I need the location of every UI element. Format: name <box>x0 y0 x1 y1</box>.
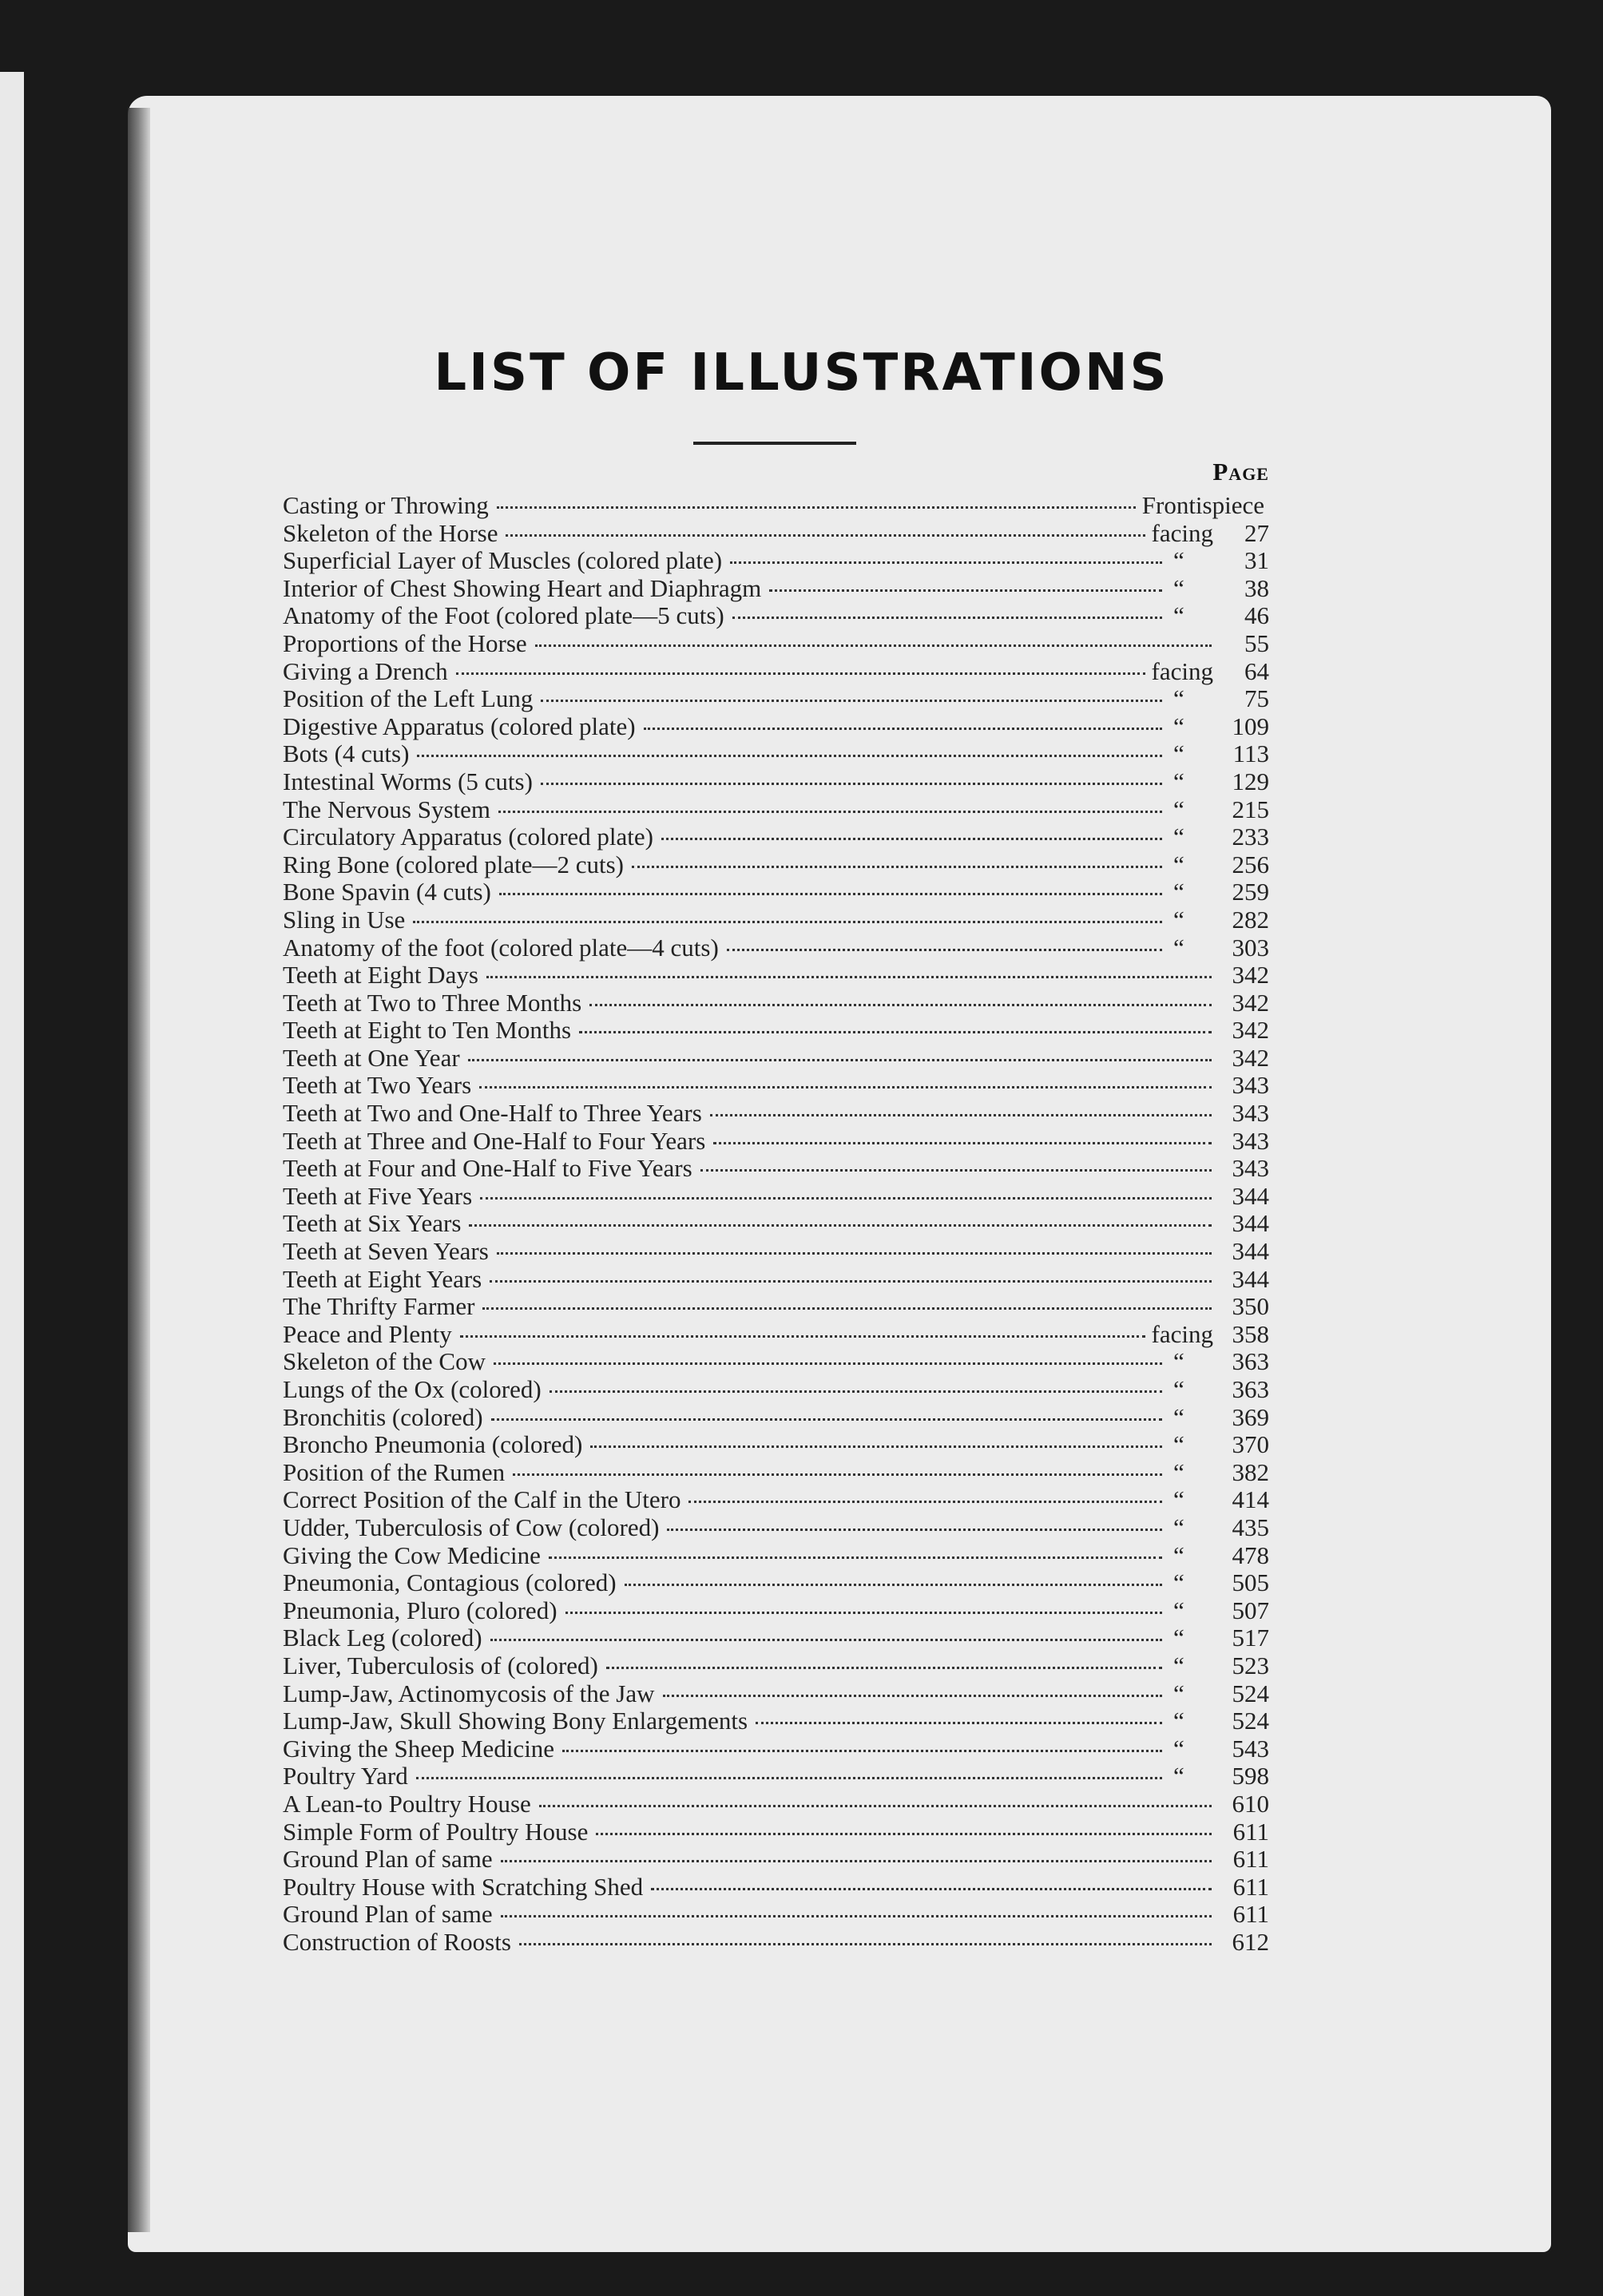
dot-leader <box>710 1114 1212 1116</box>
dot-leader <box>541 783 1162 785</box>
entry-page-number: 611 <box>1232 1817 1269 1846</box>
entry-label: Udder, Tuberculosis of Cow (colored) <box>283 1513 660 1541</box>
dot-leader <box>456 672 1145 675</box>
dot-leader <box>596 1833 1212 1835</box>
list-item <box>283 962 1269 989</box>
entry-label: Ring Bone (colored plate—2 cuts) <box>283 850 625 878</box>
entry-label: Poultry Yard <box>283 1762 408 1790</box>
entry-page-number: 611 <box>1232 1872 1269 1901</box>
entry-ditto-mark: “ <box>1173 1568 1184 1597</box>
page-title: LIST OF ILLUSTRATIONS <box>434 343 1169 402</box>
entry-ditto-mark: “ <box>1173 795 1184 823</box>
dot-leader <box>579 1031 1212 1033</box>
list-item <box>283 1542 1269 1570</box>
dot-leader <box>541 700 1162 702</box>
entry-label: Lump-Jaw, Actinomycosis of the Jaw <box>283 1679 655 1707</box>
entry-page-number: 31 <box>1244 546 1269 575</box>
dot-leader <box>497 1252 1212 1255</box>
entry-page-number: 75 <box>1244 684 1269 713</box>
list-item <box>283 1045 1269 1073</box>
entry-label: Casting or Throwing <box>283 491 489 519</box>
entry-label: Proportions of the Horse <box>283 629 527 657</box>
list-item <box>283 1486 1269 1514</box>
list-item <box>283 1763 1269 1790</box>
entry-label: Position of the Left Lung <box>283 684 534 713</box>
dot-leader <box>539 1805 1212 1807</box>
entry-label: Lungs of the Ox (colored) <box>283 1375 542 1403</box>
list-item <box>283 1735 1269 1763</box>
entry-label: Teeth at Four and One-Half to Five Years <box>283 1154 692 1183</box>
entry-ditto-mark: “ <box>1173 823 1184 851</box>
entry-label: Anatomy of the foot (colored plate—4 cuts) <box>283 933 719 962</box>
list-item <box>283 1017 1269 1045</box>
dot-leader <box>661 838 1162 840</box>
dot-leader <box>700 1169 1212 1172</box>
entry-ditto-mark: “ <box>1173 1402 1184 1431</box>
entry-ditto-mark: “ <box>1173 1707 1184 1735</box>
entry-page-number: 259 <box>1232 878 1269 906</box>
entry-label: The Nervous System <box>283 795 491 823</box>
entry-ditto-mark: “ <box>1173 1596 1184 1624</box>
dot-leader <box>565 1612 1162 1614</box>
entry-label: Ground Plan of same <box>283 1845 493 1874</box>
dot-leader <box>501 1860 1212 1862</box>
dot-leader <box>482 1307 1212 1310</box>
dot-leader <box>535 644 1212 647</box>
entry-page-number: 517 <box>1232 1624 1269 1652</box>
list-item <box>283 796 1269 824</box>
list-item <box>283 1624 1269 1652</box>
list-item <box>283 492 1269 520</box>
entry-label: Anatomy of the Foot (colored plate—5 cuts) <box>283 601 724 630</box>
entry-ditto-mark: “ <box>1173 712 1184 740</box>
dot-leader <box>632 866 1162 868</box>
list-item <box>283 1707 1269 1735</box>
entry-page-number: 507 <box>1232 1596 1269 1624</box>
entry-label: Teeth at One Year <box>283 1043 460 1072</box>
entry-facing: facing <box>1151 1319 1213 1348</box>
entry-label: Superficial Layer of Muscles (colored plate) <box>283 546 723 575</box>
entry-page-number: 370 <box>1232 1430 1269 1459</box>
entry-label: Broncho Pneumonia (colored) <box>283 1430 583 1459</box>
list-item <box>283 1514 1269 1542</box>
list-item <box>283 1680 1269 1708</box>
list-item <box>283 1100 1269 1128</box>
entry-label: Teeth at Two and One-Half to Three Years <box>283 1099 702 1128</box>
entry-label: Ground Plan of same <box>283 1900 493 1929</box>
entry-ditto-mark: “ <box>1173 740 1184 768</box>
entry-ditto-mark: “ <box>1173 1430 1184 1459</box>
dot-leader <box>727 949 1162 951</box>
list-item <box>283 1569 1269 1597</box>
entry-ditto-mark: “ <box>1173 1513 1184 1541</box>
entry-label: Skeleton of the Cow <box>283 1347 486 1376</box>
entry-label: Correct Position of the Calf in the Utero <box>283 1485 681 1514</box>
list-item <box>283 1846 1269 1874</box>
entry-ditto-mark: “ <box>1173 1347 1184 1376</box>
dot-leader <box>663 1695 1163 1697</box>
entry-label: Black Leg (colored) <box>283 1624 482 1652</box>
dot-leader <box>730 561 1162 564</box>
dot-leader <box>490 1280 1212 1283</box>
adjacent-page-edge <box>0 72 24 2296</box>
list-item <box>283 1929 1269 1957</box>
list-item <box>283 1128 1269 1156</box>
dot-leader <box>469 1224 1212 1227</box>
dot-leader <box>468 1059 1212 1061</box>
dot-leader <box>491 1418 1162 1421</box>
entry-ditto-mark: “ <box>1173 1651 1184 1679</box>
entry-label: Position of the Rumen <box>283 1457 506 1486</box>
list-item <box>283 1597 1269 1625</box>
entry-page-number: 414 <box>1232 1485 1269 1514</box>
list-item <box>283 1072 1269 1100</box>
entry-page-number: 543 <box>1232 1734 1269 1763</box>
entry-label: Teeth at Six Years <box>283 1209 462 1238</box>
dot-leader <box>756 1722 1162 1724</box>
list-item <box>283 1901 1269 1929</box>
list-item <box>283 768 1269 796</box>
entry-ditto-mark: “ <box>1173 905 1184 934</box>
entry-page-number: 343 <box>1232 1071 1269 1100</box>
dot-leader <box>769 589 1162 592</box>
entry-page-number: 342 <box>1232 1043 1269 1072</box>
list-item <box>283 989 1269 1017</box>
entry-page-number: 363 <box>1232 1375 1269 1403</box>
entry-label: Skeleton of the Horse <box>283 518 498 547</box>
entry-ditto-mark: “ <box>1173 878 1184 906</box>
dot-leader <box>497 506 1136 509</box>
entry-page-number: 343 <box>1232 1154 1269 1183</box>
entry-page-number: 344 <box>1232 1181 1269 1210</box>
entry-label: Simple Form of Poultry House <box>283 1817 589 1846</box>
dot-leader <box>549 1556 1162 1559</box>
list-item <box>283 630 1269 658</box>
entry-page-number: 64 <box>1244 656 1269 685</box>
entry-label: Sling in Use <box>283 905 406 934</box>
entry-facing: facing <box>1151 518 1213 547</box>
entry-ditto-mark: “ <box>1173 1457 1184 1486</box>
list-item <box>283 1321 1269 1349</box>
dot-leader <box>606 1667 1162 1669</box>
dot-leader <box>494 1362 1162 1365</box>
dot-leader <box>550 1390 1162 1393</box>
entry-page-number: 344 <box>1232 1209 1269 1238</box>
entry-label: Liver, Tuberculosis of (colored) <box>283 1651 598 1679</box>
entry-page-number: 611 <box>1232 1900 1269 1929</box>
entry-page-number: 369 <box>1232 1402 1269 1431</box>
entry-label: Teeth at Eight Years <box>283 1264 482 1293</box>
entry-page-number: 113 <box>1232 740 1269 768</box>
entry-page-number: 598 <box>1232 1762 1269 1790</box>
entry-label: Interior of Chest Showing Heart and Diaphragm <box>283 573 762 602</box>
entry-facing: facing <box>1151 656 1213 685</box>
list-item <box>283 934 1269 962</box>
dot-leader <box>490 1639 1162 1641</box>
list-item <box>283 740 1269 768</box>
list-item <box>283 906 1269 934</box>
entry-ditto-mark: “ <box>1173 573 1184 602</box>
list-item <box>283 602 1269 630</box>
dot-leader <box>479 1086 1212 1089</box>
dot-leader <box>499 893 1162 895</box>
entry-page-number: 505 <box>1232 1568 1269 1597</box>
dot-leader <box>416 1777 1162 1779</box>
list-item <box>283 575 1269 603</box>
entry-label: Bone Spavin (4 cuts) <box>283 878 491 906</box>
dot-leader <box>590 1445 1162 1448</box>
entry-label: Poultry House with Scratching Shed <box>283 1872 644 1901</box>
entry-label: Lump-Jaw, Skull Showing Bony Enlargements <box>283 1707 748 1735</box>
list-item <box>283 1431 1269 1459</box>
list-item <box>283 1874 1269 1901</box>
list-item <box>283 1266 1269 1294</box>
entry-page-number: 524 <box>1232 1707 1269 1735</box>
dot-leader <box>498 811 1162 813</box>
dot-leader <box>513 1473 1162 1476</box>
entry-page-number: 342 <box>1232 1016 1269 1045</box>
entry-label: Teeth at Three and One-Half to Four Years <box>283 1126 706 1155</box>
dot-leader <box>562 1750 1162 1752</box>
entry-label: Bots (4 cuts) <box>283 740 410 768</box>
entry-page-number: 282 <box>1232 905 1269 934</box>
entry-label: Pneumonia, Pluro (colored) <box>283 1596 557 1624</box>
entry-ditto-mark: “ <box>1173 546 1184 575</box>
dot-leader <box>519 1943 1212 1945</box>
list-item <box>283 851 1269 879</box>
entry-ditto-mark: “ <box>1173 1624 1184 1652</box>
list-item <box>283 547 1269 575</box>
dot-leader <box>501 1915 1212 1917</box>
entry-page-number: 46 <box>1244 601 1269 630</box>
list-item <box>283 1155 1269 1183</box>
list-item <box>283 823 1269 851</box>
list-item <box>283 520 1269 548</box>
entry-label: Digestive Apparatus (colored plate) <box>283 712 636 740</box>
entry-label: Bronchitis (colored) <box>283 1402 483 1431</box>
list-item <box>283 1376 1269 1404</box>
entry-page-number: 358 <box>1232 1319 1269 1348</box>
entry-page-number: 27 <box>1244 518 1269 547</box>
entry-page-number: 343 <box>1232 1099 1269 1128</box>
entry-label: Teeth at Seven Years <box>283 1237 489 1266</box>
entry-ditto-mark: “ <box>1173 1679 1184 1707</box>
entry-page-number: 344 <box>1232 1264 1269 1293</box>
entry-ditto-mark: “ <box>1173 1762 1184 1790</box>
entry-ditto-mark: “ <box>1173 1734 1184 1763</box>
dot-leader <box>651 1888 1212 1890</box>
dot-leader <box>413 921 1162 923</box>
entry-page-number: 610 <box>1232 1789 1269 1818</box>
entry-label: Peace and Plenty <box>283 1319 452 1348</box>
entry-page-number: 215 <box>1232 795 1269 823</box>
list-item <box>283 1790 1269 1818</box>
entry-page-number: 55 <box>1244 629 1269 657</box>
list-item <box>283 685 1269 713</box>
dot-leader <box>506 534 1145 537</box>
entry-page-number: 478 <box>1232 1541 1269 1569</box>
entry-label: Teeth at Two Years <box>283 1071 472 1100</box>
entry-label: Teeth at Five Years <box>283 1181 473 1210</box>
entry-ditto-mark: “ <box>1173 1541 1184 1569</box>
entry-page-number: 343 <box>1232 1126 1269 1155</box>
dot-leader <box>417 755 1162 757</box>
page-binding-shadow <box>128 108 150 2232</box>
entry-ditto-mark: “ <box>1173 1375 1184 1403</box>
entry-label: Giving a Drench <box>283 656 448 685</box>
list-item <box>283 1183 1269 1211</box>
entry-ditto-mark: “ <box>1173 1485 1184 1514</box>
dot-leader <box>460 1335 1145 1338</box>
entry-label: The Thrifty Farmer <box>283 1292 475 1321</box>
entry-label: A Lean-to Poultry House <box>283 1789 531 1818</box>
entry-page-number: 303 <box>1232 933 1269 962</box>
dot-leader <box>644 728 1162 730</box>
entry-ditto-mark: “ <box>1173 684 1184 713</box>
entry-ditto-mark: “ <box>1173 850 1184 878</box>
entry-label: Pneumonia, Contagious (colored) <box>283 1568 617 1597</box>
entry-page-number: 435 <box>1232 1513 1269 1541</box>
dot-leader <box>480 1197 1212 1200</box>
dot-leader <box>486 976 1212 978</box>
list-item <box>283 1818 1269 1846</box>
illustrations-list <box>283 492 1269 1956</box>
list-item <box>283 1348 1269 1376</box>
entry-page-number: 363 <box>1232 1347 1269 1376</box>
entry-label: Teeth at Two to Three Months <box>283 988 582 1017</box>
entry-page-number: 109 <box>1232 712 1269 740</box>
entry-label: Giving the Sheep Medicine <box>283 1734 555 1763</box>
entry-ditto-mark: “ <box>1173 933 1184 962</box>
entry-page-number: 612 <box>1232 1927 1269 1956</box>
entry-facing: Frontispiece <box>1141 491 1264 519</box>
entry-ditto-mark: “ <box>1173 601 1184 630</box>
entry-page-number: 129 <box>1232 767 1269 795</box>
entry-page-number: 611 <box>1232 1845 1269 1874</box>
entry-page-number: 256 <box>1232 850 1269 878</box>
list-item <box>283 1293 1269 1321</box>
entry-label: Circulatory Apparatus (colored plate) <box>283 823 653 851</box>
entry-label: Giving the Cow Medicine <box>283 1541 541 1569</box>
entry-page-number: 350 <box>1232 1292 1269 1321</box>
page-column-heading: Page <box>1212 458 1269 486</box>
list-item <box>283 1238 1269 1266</box>
list-item <box>283 878 1269 906</box>
list-item <box>283 1459 1269 1487</box>
list-item <box>283 713 1269 741</box>
dot-leader <box>625 1584 1162 1586</box>
list-item <box>283 1404 1269 1432</box>
list-item <box>283 1652 1269 1680</box>
title-rule <box>693 442 856 445</box>
list-item <box>283 1210 1269 1238</box>
entry-ditto-mark: “ <box>1173 767 1184 795</box>
entry-page-number: 342 <box>1232 988 1269 1017</box>
dot-leader <box>732 617 1162 619</box>
entry-page-number: 524 <box>1232 1679 1269 1707</box>
entry-label: Teeth at Eight to Ten Months <box>283 1016 572 1045</box>
entry-page-number: 523 <box>1232 1651 1269 1679</box>
entry-page-number: 38 <box>1244 573 1269 602</box>
entry-page-number: 342 <box>1232 961 1269 989</box>
dot-leader <box>667 1529 1162 1531</box>
dot-leader <box>713 1142 1212 1144</box>
list-item <box>283 658 1269 686</box>
entry-label: Construction of Roosts <box>283 1927 511 1956</box>
dot-leader <box>688 1501 1162 1503</box>
entry-label: Intestinal Worms (5 cuts) <box>283 767 533 795</box>
entry-label: Teeth at Eight Days <box>283 961 478 989</box>
entry-page-number: 382 <box>1232 1457 1269 1486</box>
entry-page-number: 344 <box>1232 1237 1269 1266</box>
entry-page-number: 233 <box>1232 823 1269 851</box>
dot-leader <box>589 1004 1212 1006</box>
